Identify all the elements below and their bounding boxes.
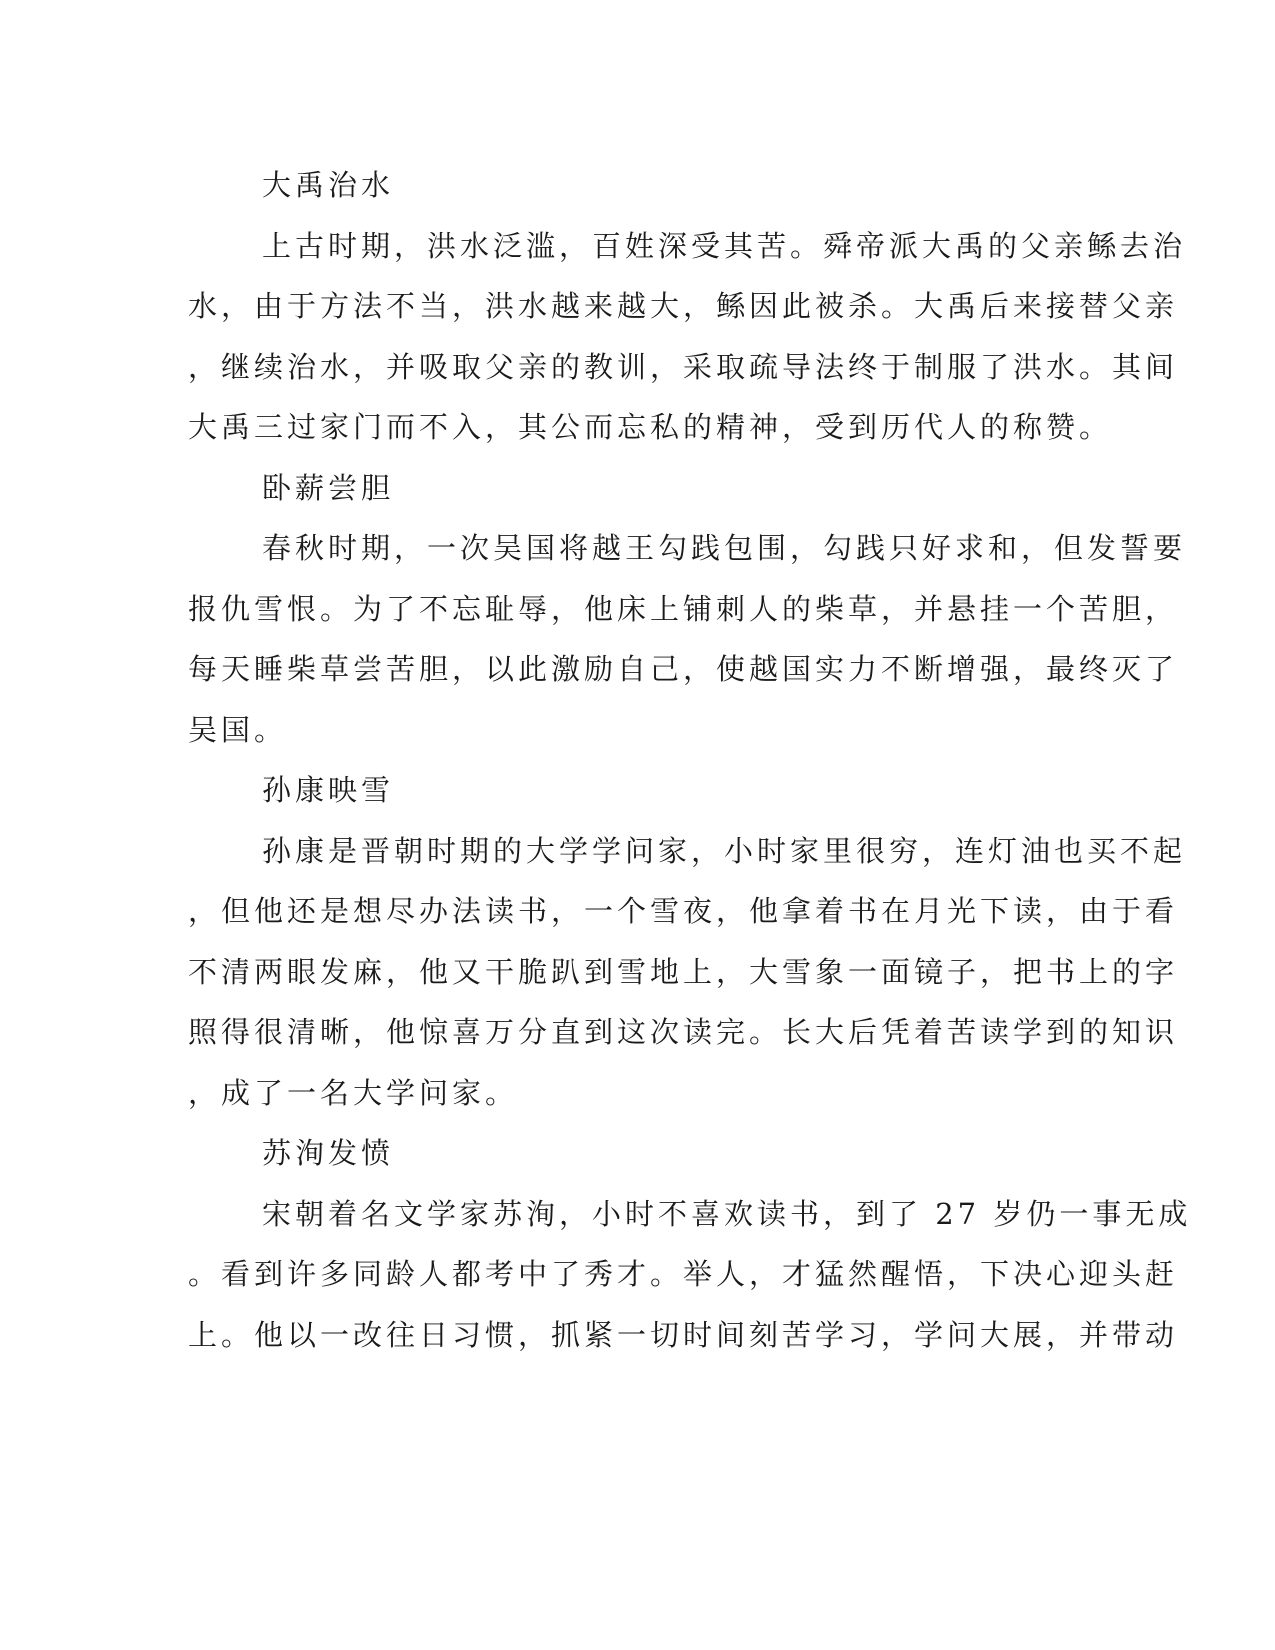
paragraph-line: 春秋时期，一次吴国将越王勾践包围，勾践只好求和，但发誓要 [262,531,1187,565]
paragraph-line: ，但他还是想尽办法读书，一个雪夜，他拿着书在月光下读，由于看 [188,894,1179,928]
paragraph-line: 宋朝着名文学家苏洵，小时不喜欢读书，到了 27 岁仍一事无成 [262,1196,1192,1231]
paragraph-line: 上古时期，洪水泛滥，百姓深受其苦。舜帝派大禹的父亲鲧去治 [262,228,1187,263]
section-title: 卧薪尝胆 [262,470,395,505]
document-body [188,155,1192,1365]
section-title: 苏洵发愤 [262,1136,395,1170]
paragraph-line: 大禹三过家门而不入，其公而忘私的精神，受到历代人的称赞。 [188,410,1113,444]
paragraph-line: 。看到许多同龄人都考中了秀才。举人，才猛然醒悟，下决心迎头赶 [188,1257,1179,1291]
paragraph-line: 每天睡柴草尝苦胆，以此激励自己，使越国实力不断增强，最终灭了 [188,652,1179,686]
paragraph-line: 不清两眼发麻，他又干脆趴到雪地上，大雪象一面镜子，把书上的字 [188,954,1179,989]
paragraph-line: 报仇雪恨。为了不忘耻辱，他床上铺刺人的柴草，并悬挂一个苦胆， [188,591,1179,626]
paragraph-line: 照得很清晰，他惊喜万分直到这次读完。长大后凭着苦读学到的知识 [188,1015,1179,1049]
section-title: 大禹治水 [262,168,395,202]
paragraph-line: 上。他以一改往日习惯，抓紧一切时间刻苦学习，学问大展，并带动 [188,1317,1179,1352]
paragraph-line: ，成了一名大学问家。 [188,1075,519,1110]
paragraph-line: ，继续治水，并吸取父亲的教训，采取疏导法终于制服了洪水。其间 [188,349,1179,384]
paragraph-line: 水，由于方法不当，洪水越来越大，鲧因此被杀。大禹后来接替父亲 [188,289,1179,323]
paragraph-line: 吴国。 [188,712,288,747]
paragraph-line: 孙康是晋朝时期的大学学问家，小时家里很穷，连灯油也买不起 [262,833,1187,868]
section-title: 孙康映雪 [262,773,395,807]
